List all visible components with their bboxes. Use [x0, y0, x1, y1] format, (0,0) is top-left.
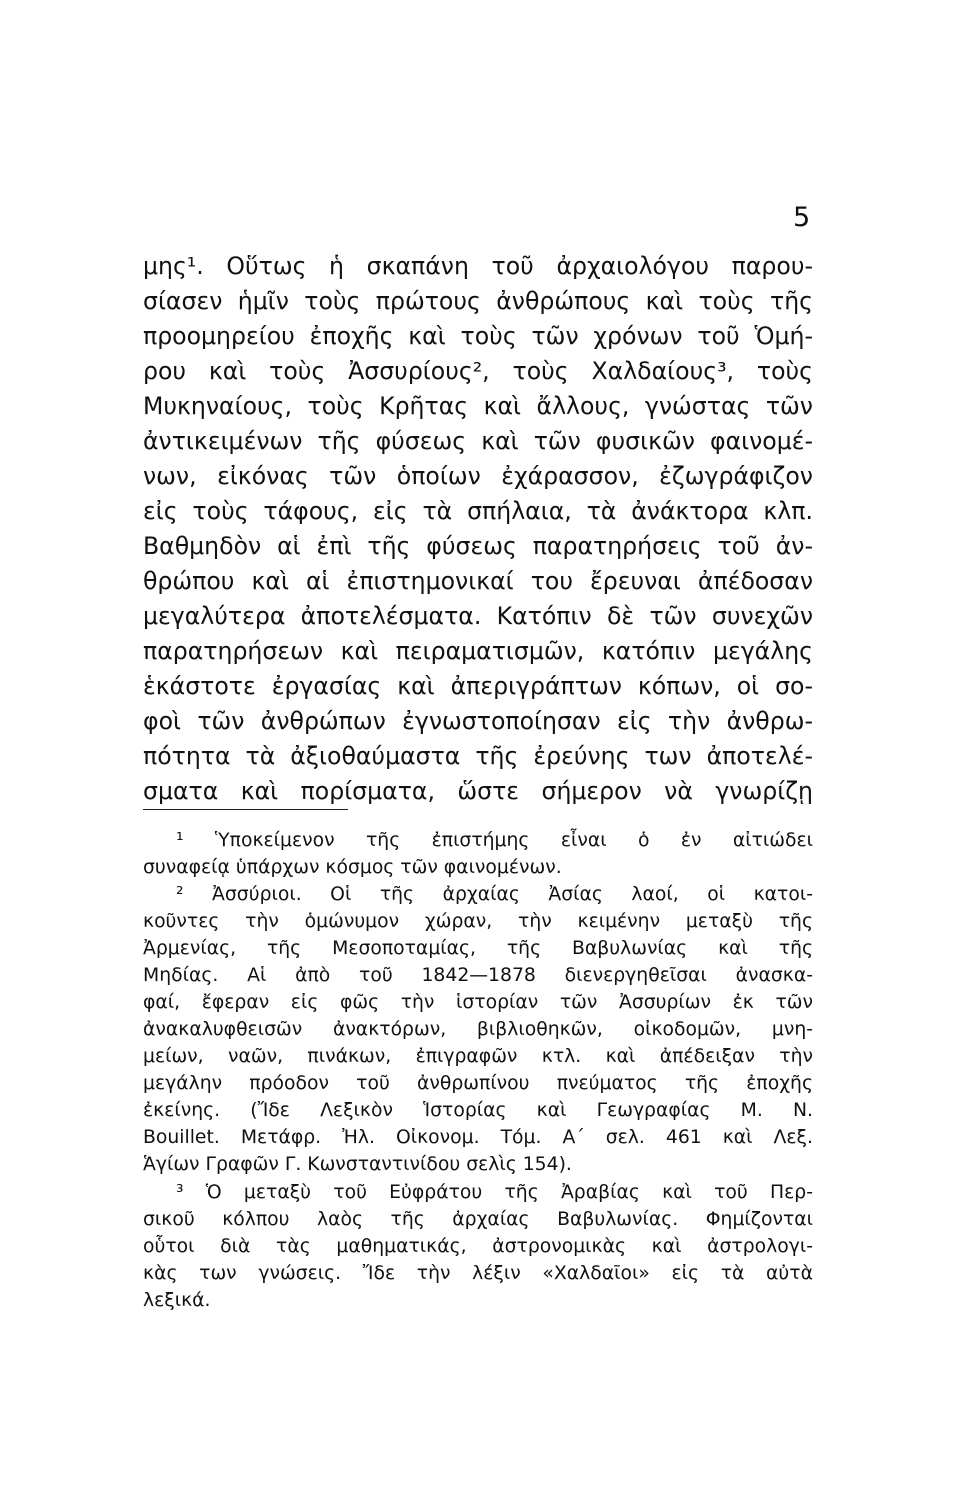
- main-text-line: μης¹. Οὕτως ἡ σκαπάνη τοῦ ἀρχαιολόγου παρου-: [143, 252, 813, 280]
- footnote-2-line: Bouillet. Μετάφρ. Ἠλ. Οἰκονομ. Τόμ. Α΄ σελ. 461 καὶ Λεξ.: [143, 1127, 813, 1148]
- main-text-line: Βαθμηδὸν αἱ ἐπὶ τῆς φύσεως παρατηρήσεις τοῦ ἀν-: [143, 532, 813, 560]
- main-text-line: Μυκηναίους, τοὺς Κρῆτας καὶ ἄλλους, γνώστας τῶν: [143, 392, 813, 420]
- footnote-2-line: κοῦντες τὴν ὁμώνυμον χώραν, τὴν κειμένην μεταξὺ τῆς: [143, 911, 813, 932]
- footnote-divider: [143, 809, 348, 810]
- footnote-2-line: ἀνακαλυφθεισῶν ἀνακτόρων, βιβλιοθηκῶν, οἰκοδομῶν, μνη-: [143, 1019, 813, 1040]
- main-text-line: προομηρείου ἐποχῆς καὶ τοὺς τῶν χρόνων τοῦ Ὁμή-: [143, 322, 813, 350]
- footnote-2-line: Μηδίας. Αἱ ἀπὸ τοῦ 1842—1878 διενεργηθεῖσαι ἀνασκα-: [143, 965, 813, 986]
- main-text-line: σίασεν ἡμῖν τοὺς πρώτους ἀνθρώπους καὶ τοὺς τῆς: [143, 287, 813, 315]
- footnote-1-line: συναφείᾳ ὑπάρχων κόσμος τῶν φαινομένων.: [143, 857, 562, 878]
- main-text-line: ἑκάστοτε ἐργασίας καὶ ἀπεριγράπτων κόπων, οἱ σο-: [143, 672, 813, 700]
- main-text-line: σματα καὶ πορίσματα, ὥστε σήμερον νὰ γνωρίζῃ: [143, 777, 813, 805]
- footnote-3-line: ³ Ὁ μεταξὺ τοῦ Εὐφράτου τῆς Ἀραβίας καὶ τοῦ Περ-: [176, 1182, 813, 1203]
- footnote-3-line: κὰς των γνώσεις. Ἴδε τὴν λέξιν «Χαλδαῖοι» εἰς τὰ αὐτὰ: [143, 1263, 813, 1284]
- footnote-2-line: μείων, ναῶν, πινάκων, ἐπιγραφῶν κτλ. καὶ ἀπέδειξαν τὴν: [143, 1046, 813, 1067]
- main-text-line: παρατηρήσεων καὶ πειραματισμῶν, κατόπιν μεγάλης: [143, 637, 813, 665]
- footnote-2-line: μεγάλην πρόοδον τοῦ ἀνθρωπίνου πνεύματος τῆς ἐποχῆς: [143, 1073, 813, 1094]
- main-text-line: ρου καὶ τοὺς Ἀσσυρίους², τοὺς Χαλδαίους³, τοὺς: [143, 357, 813, 385]
- footnote-3-line: λεξικά.: [143, 1290, 211, 1311]
- main-text-line: θρώπου καὶ αἱ ἐπιστημονικαί του ἔρευναι ἀπέδοσαν: [143, 567, 813, 595]
- main-text-line: εἰς τοὺς τάφους, εἰς τὰ σπήλαια, τὰ ἀνάκτορα κλπ.: [143, 497, 813, 525]
- footnote-3-line: σικοῦ κόλπου λαὸς τῆς ἀρχαίας Βαβυλωνίας. Φημίζονται: [143, 1209, 813, 1230]
- footnote-2-line: ² Ἀσσύριοι. Οἱ τῆς ἀρχαίας Ἀσίας λαοί, οἱ κατοι-: [176, 884, 813, 905]
- main-text-line: ἀντικειμένων τῆς φύσεως καὶ τῶν φυσικῶν φαινομέ-: [143, 427, 813, 455]
- footnote-2-line: Ἀρμενίας, τῆς Μεσοποταμίας, τῆς Βαβυλωνίας καὶ τῆς: [143, 938, 813, 959]
- footnote-2-line: φαί, ἔφεραν εἰς φῶς τὴν ἱστορίαν τῶν Ἀσσυρίων ἐκ τῶν: [143, 992, 813, 1013]
- page-number: 5: [793, 202, 811, 233]
- main-text-line: φοὶ τῶν ἀνθρώπων ἐγνωστοποίησαν εἰς τὴν ἀνθρω-: [143, 707, 813, 735]
- footnote-3-line: οὗτοι διὰ τὰς μαθηματικάς, ἀστρονομικὰς καὶ ἀστρολογι-: [143, 1236, 813, 1257]
- footnote-2-line: Ἁγίων Γραφῶν Γ. Κωνσταντινίδου σελὶς 154).: [143, 1154, 572, 1175]
- main-text-line: μεγαλύτερα ἀποτελέσματα. Κατόπιν δὲ τῶν συνεχῶν: [143, 602, 813, 630]
- footnote-1-line: ¹ Ὑποκείμενον τῆς ἐπιστήμης εἶναι ὁ ἐν αἰτιώδει: [176, 830, 813, 851]
- main-text-line: νων, εἰκόνας τῶν ὁποίων ἐχάρασσον, ἐζωγράφιζον: [143, 462, 813, 490]
- main-text-line: πότητα τὰ ἀξιοθαύμαστα τῆς ἐρεύνης των ἀποτελέ-: [143, 742, 813, 770]
- footnote-2-line: ἐκείνης. (Ἴδε Λεξικὸν Ἱστορίας καὶ Γεωγραφίας M. N.: [143, 1100, 813, 1121]
